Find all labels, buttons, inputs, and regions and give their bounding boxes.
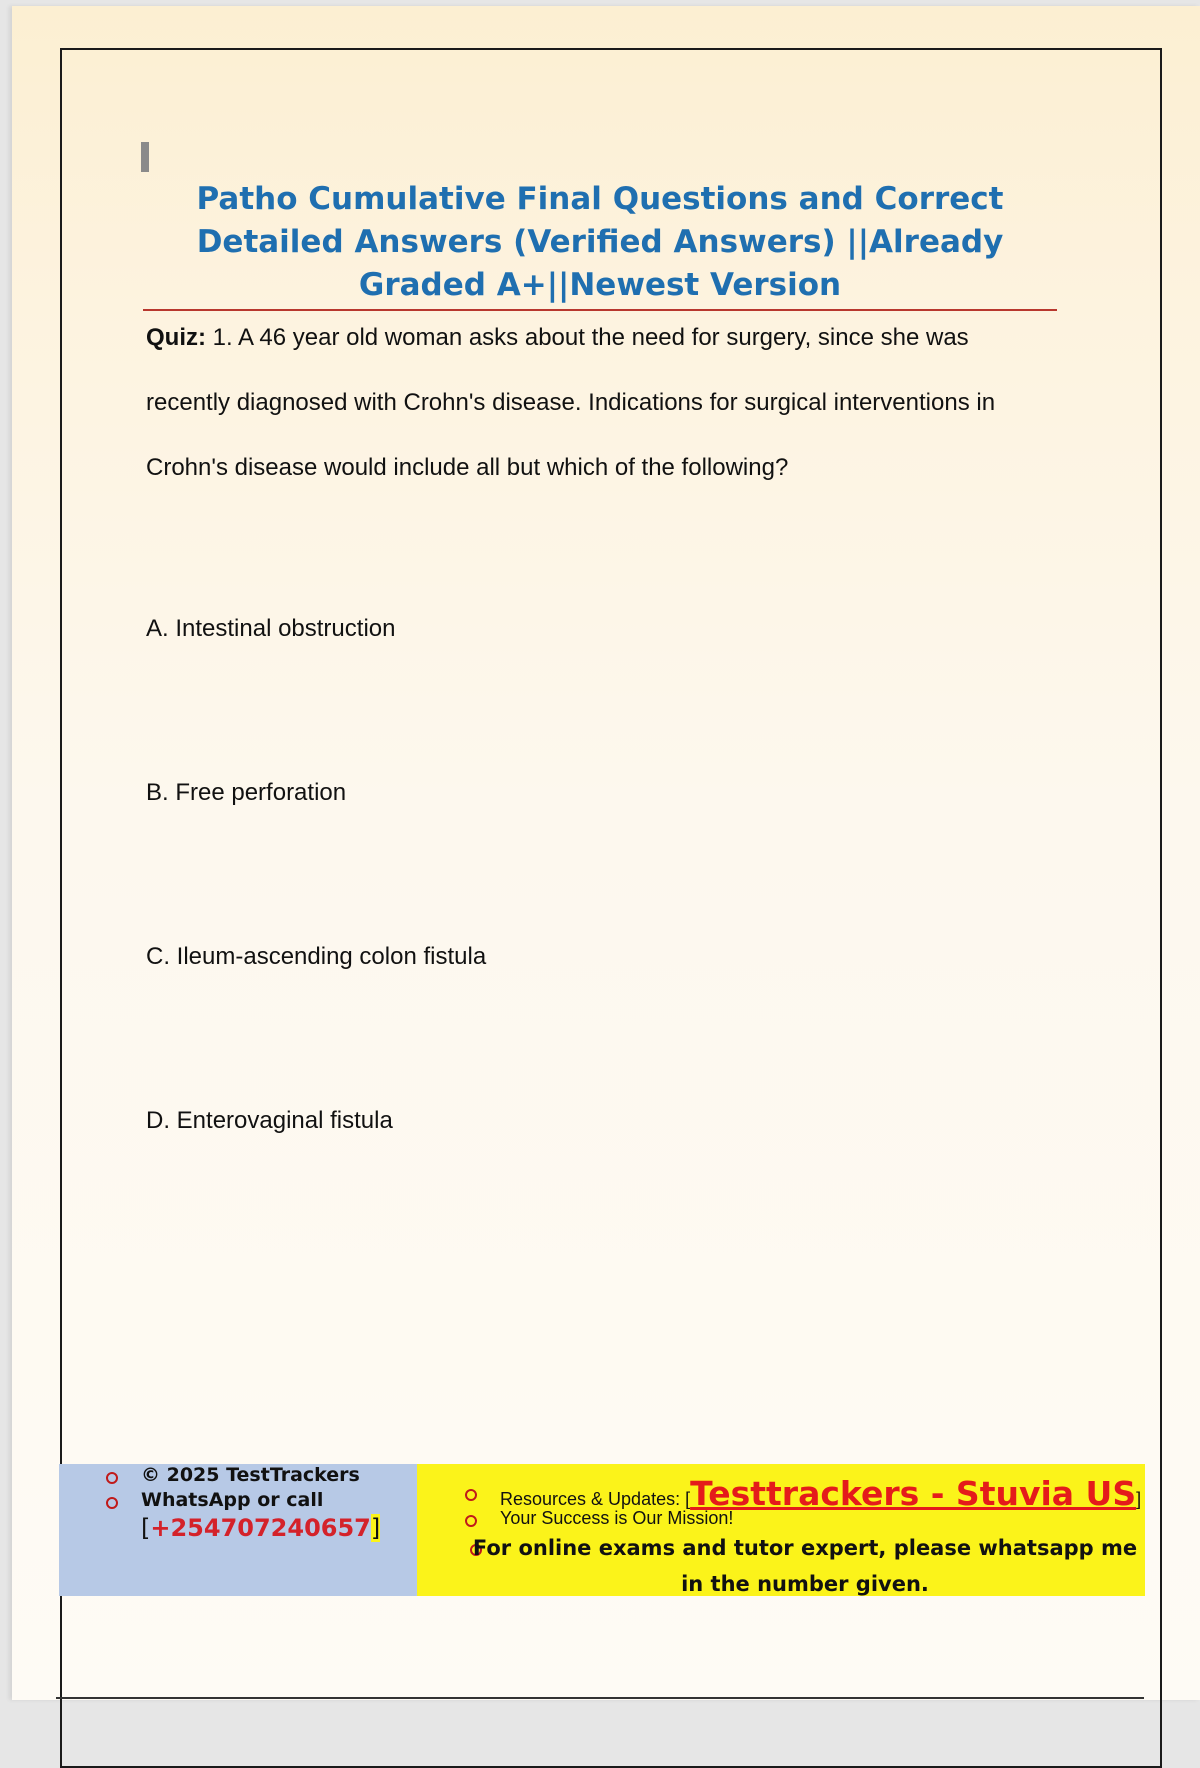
text-cursor-mark [141,142,149,172]
copyright-text: © 2025 TestTrackers [141,1464,360,1486]
answer-option-a: A. Intestinal obstruction [146,615,396,642]
answer-option-c: C. Ileum-ascending colon fistula [146,943,487,970]
contact-label: WhatsApp or call [141,1489,324,1511]
cta-text: For online exams and tutor expert, please whatsapp me in the number given. [472,1536,1138,1596]
bullet-icon [465,1515,477,1527]
quiz-label: Quiz: [146,324,206,351]
answer-option-d: D. Enterovaginal fistula [146,1107,393,1134]
mission-text: Your Success is Our Mission! [500,1508,734,1528]
quiz-question [146,305,1046,500]
phone-value: +254707240657 [150,1514,371,1542]
resources-link[interactable]: Testtrackers - Stuvia US [690,1474,1137,1513]
answer-option-b: B. Free perforation [146,779,347,806]
bullet-icon [465,1489,477,1501]
page-bottom-rule [56,1697,1144,1699]
bullet-icon [106,1497,118,1509]
document-title: Patho Cumulative Final Questions and Correct Detailed Answers (Verified Answers) ||Already Graded A+||Newest Version [196,181,1004,303]
resources-close-bracket: ] [1136,1489,1142,1509]
phone-number[interactable] [141,1514,380,1542]
resources-label: Resources & Updates: [ [500,1489,691,1509]
question-text: 1. A 46 year old woman asks about the need for surgery, since she was recently diagnosed with Crohn's disease. Indications for surgical interventions in Crohn's disease would include all but which of the following? [146,324,996,481]
bullet-icon [106,1472,118,1484]
phone-open-bracket: [ [141,1514,151,1542]
phone-close-bracket: ] [370,1514,381,1542]
